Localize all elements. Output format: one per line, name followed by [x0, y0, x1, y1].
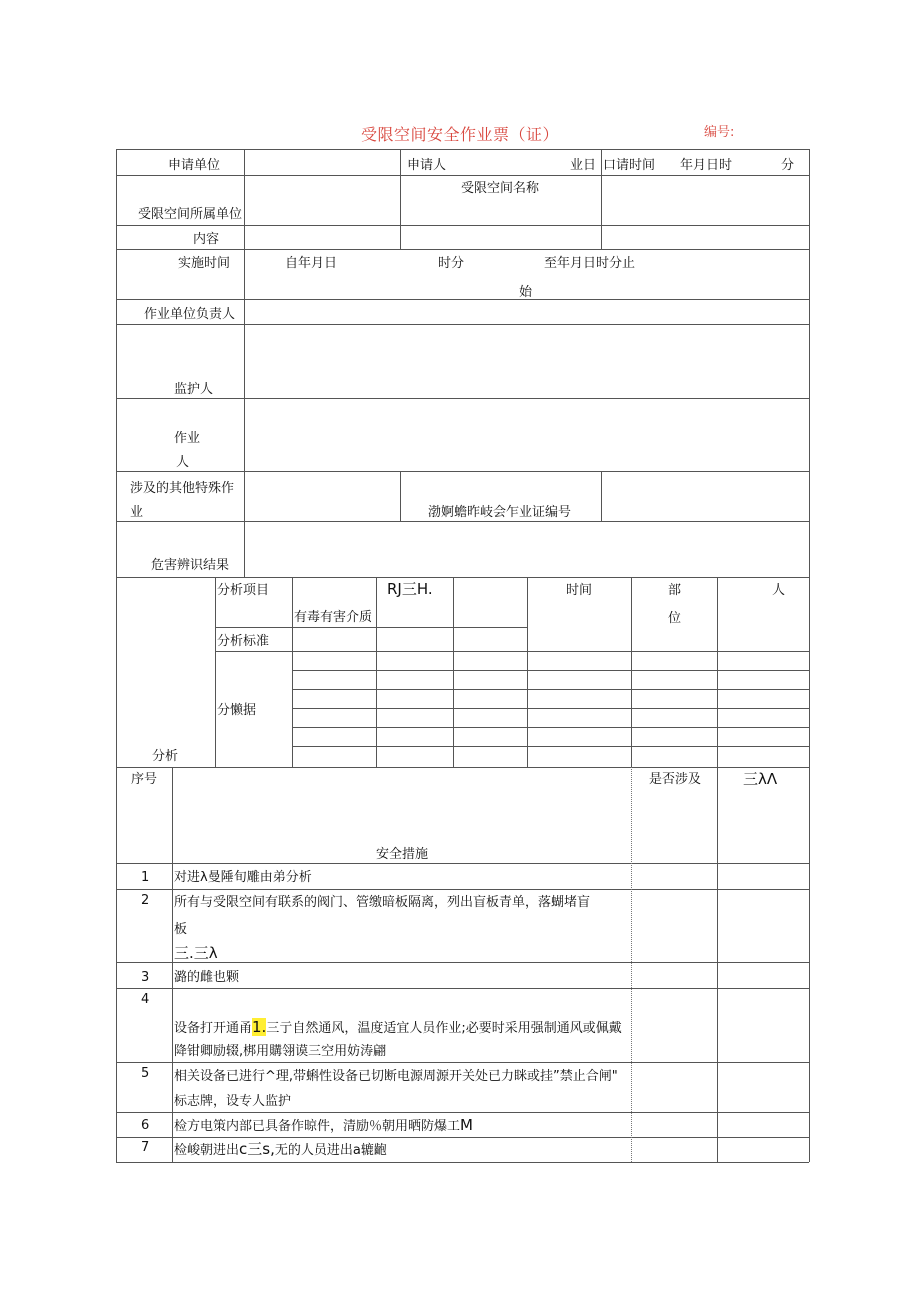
row-line — [116, 324, 809, 325]
table-border-top — [116, 149, 809, 150]
row-line — [116, 175, 809, 176]
measure-text-cont: 标志牌，设专人监护 — [174, 1094, 292, 1109]
row-line — [116, 988, 809, 989]
row-line — [215, 627, 527, 628]
apply-minute-label: 分 — [781, 158, 795, 173]
implement-time-label: 实施时间 — [178, 256, 231, 271]
apply-date-label: 年月日时 — [680, 158, 733, 173]
apply-unit-label: 申请单位 — [168, 158, 221, 173]
row-line — [116, 767, 809, 768]
col-line — [631, 577, 632, 767]
row-line — [116, 863, 809, 864]
start-date-label: 自年月日 — [285, 256, 338, 271]
col-line — [717, 767, 718, 1162]
measure-text-pre: 检方电策内部已具备作晾件，清励％朝用晒防爆工 — [174, 1119, 461, 1134]
table-border-left — [116, 149, 117, 1162]
col-line — [717, 577, 718, 767]
row-line — [116, 225, 809, 226]
form-title: 受限空间安全作业票（证） — [360, 125, 559, 144]
col-line — [601, 471, 602, 521]
row-line — [215, 651, 809, 652]
measure-no: 5 — [141, 1066, 150, 1081]
col-line — [244, 149, 245, 577]
row-line — [116, 521, 809, 522]
analysis-part-label-2: 位 — [668, 611, 682, 626]
row-line — [116, 471, 809, 472]
col-line — [400, 149, 401, 249]
apply-person-label: 申请人 — [407, 158, 447, 173]
start-hm-label: 时分 — [438, 256, 465, 271]
worker-label-2: 人 — [176, 455, 190, 470]
table-border-bottom — [116, 1162, 809, 1163]
row-line — [292, 727, 809, 728]
start-suffix-label: 始 — [519, 285, 533, 300]
col-line — [601, 149, 602, 249]
measure-text: 对进λ曼陲旬雕由弟分析 — [174, 870, 312, 885]
measure-text-post: 三亍自然通风，温度适宜人员作业;必要时采用强制通风或佩戴 — [266, 1021, 622, 1036]
row-line — [116, 1137, 809, 1138]
measure-text-big: M — [460, 1116, 473, 1134]
measure-text-cont: 三.三λ — [174, 944, 218, 962]
confirm-header: 三λΛ — [743, 770, 778, 788]
measure-text: 所有与受限空间有联系的阀门、管缴暗板隔离，列出盲板青单，落蝴堵盲 — [174, 895, 591, 910]
special-work-label-2: 业 — [130, 505, 144, 520]
safety-measure-header: 安全措施 — [376, 847, 429, 862]
guardian-label: 监护人 — [174, 382, 214, 397]
col-line — [453, 577, 454, 767]
measure-no: 4 — [141, 992, 150, 1007]
col-line — [527, 577, 528, 767]
row-line — [116, 577, 809, 578]
hazard-result-label: 危害辨识结果 — [151, 558, 230, 573]
row-line — [292, 670, 809, 671]
analysis-section-label: 分析 — [152, 749, 179, 764]
table-border-right — [809, 149, 810, 1162]
row-line — [116, 889, 809, 890]
form-number-label: 编号: — [704, 125, 735, 140]
apply-time-label: 口请时间 — [603, 158, 656, 173]
row-line — [292, 708, 809, 709]
row-line — [292, 689, 809, 690]
space-owner-label: 受限空间所属单位 — [138, 207, 243, 222]
col-line — [172, 767, 173, 1162]
involved-header: 是否涉及 — [649, 772, 702, 787]
row-line — [116, 299, 809, 300]
measure-no: 7 — [141, 1140, 150, 1155]
row-line — [116, 962, 809, 963]
row-line — [116, 1112, 809, 1113]
measure-text-pre: 设备打开通甬 — [174, 1021, 253, 1036]
measure-no: 6 — [141, 1118, 150, 1133]
measure-text: 相关设备已进行^理,带蝌性设备已切断电源周源开关处已力眯或挂”禁止合闸" — [174, 1069, 618, 1084]
measure-text-cont: 板 — [174, 922, 188, 937]
end-time-label: 至年月日时分止 — [544, 256, 636, 271]
work-leader-label: 作业单位负责人 — [144, 307, 236, 322]
analysis-data-label: 分懒据 — [217, 703, 257, 718]
analysis-item-label: 分析项目 — [217, 583, 270, 598]
analysis-person-label: 人 — [772, 583, 786, 598]
content-label: 内容 — [193, 232, 220, 247]
measure-no: 2 — [141, 893, 150, 908]
seq-header: 序号 — [131, 772, 158, 787]
work-day-label: 业日 — [570, 158, 597, 173]
highlighted-mark: 1. — [252, 1018, 267, 1036]
analysis-part-label-1: 部 — [668, 583, 682, 598]
row-line — [116, 398, 809, 399]
measure-text: 潞的雌也颗 — [174, 970, 240, 985]
col-line — [215, 577, 216, 767]
special-cert-label: 渤婀蟾昨岐会乍业证编号 — [428, 505, 572, 520]
col-line — [292, 577, 293, 767]
toxic-medium-label: 有毒有害介质 — [294, 610, 373, 625]
measure-text — [174, 1141, 387, 1159]
measure-text-cont: 降钳卿励辍,梆用購翎谟三空用妨涛翩 — [174, 1044, 387, 1059]
analysis-col3-header: RJ三H. — [387, 580, 433, 598]
row-line — [292, 746, 809, 747]
row-line — [116, 1062, 809, 1063]
col-line — [400, 471, 401, 521]
space-name-label: 受限空间名称 — [461, 181, 540, 196]
worker-label-1: 作业 — [174, 431, 201, 446]
analysis-time-label: 时间 — [566, 583, 593, 598]
row-line — [116, 249, 809, 250]
analysis-standard-label: 分析标准 — [217, 634, 270, 649]
special-work-label-1: 涉及的其他特殊作 — [130, 481, 235, 496]
col-line — [631, 767, 632, 1162]
measure-text-pre: 检峻朝进出 — [174, 1143, 240, 1158]
measure-no: 1 — [141, 870, 150, 885]
measure-text-big: c三s, — [239, 1140, 275, 1158]
measure-text — [174, 1117, 473, 1135]
col-line — [376, 577, 377, 767]
measure-text-post: 无的人员进出a辘齙 — [274, 1143, 387, 1158]
measure-text — [174, 1019, 622, 1037]
measure-no: 3 — [141, 970, 150, 985]
